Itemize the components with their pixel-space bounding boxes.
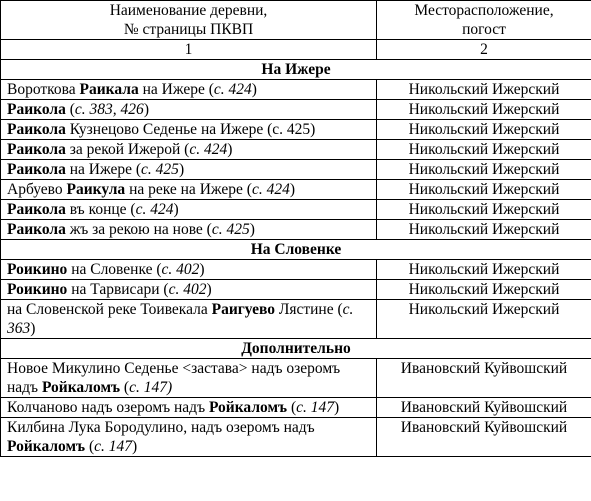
village-name: Раикола <box>7 121 66 138</box>
village-text: ( <box>120 379 130 396</box>
header-village-line1: Наименование деревни, <box>109 2 268 19</box>
location-cell: Никольский Ижерский <box>377 300 591 339</box>
page-reference: с. 424 <box>213 81 252 98</box>
location-cell: Никольский Ижерский <box>377 140 591 160</box>
location-cell: Никольский Ижерский <box>377 260 591 280</box>
village-text: на Словенской реке Тоивекала <box>7 301 212 318</box>
village-text: ( <box>65 101 75 118</box>
village-name: Ройкаломъ <box>7 438 86 455</box>
location-cell: Никольский Ижерский <box>377 200 591 220</box>
header-village-line2: № страницы ПКВП <box>123 21 254 38</box>
village-name: Раикола <box>7 161 66 178</box>
village-cell <box>1 140 377 160</box>
table-row <box>1 418 591 457</box>
village-name: Раикола <box>7 221 66 238</box>
table-row <box>1 160 591 180</box>
page-reference: с. 402 <box>168 281 207 298</box>
header-location-line1: Месторасположение, <box>414 2 554 19</box>
page-reference: с. 424 <box>189 141 228 158</box>
village-text: ) <box>30 320 36 337</box>
village-text: Килбина Лука Бородулино, надъ озеромъ надъ <box>7 419 315 436</box>
village-text: въ конце ( <box>65 201 136 218</box>
village-text: Вороткова <box>7 81 80 98</box>
village-text: на Тарвисари ( <box>67 281 169 298</box>
village-text: за рекой Ижерой ( <box>65 141 190 158</box>
table-row <box>1 120 591 140</box>
page-reference: с. 402 <box>161 261 200 278</box>
village-name: Роикино <box>7 261 68 278</box>
village-text: ) <box>227 141 233 158</box>
village-text: ) <box>251 81 257 98</box>
village-text: Новое Микулино Седенье <застава> надъ озеромъ надъ <box>7 360 341 396</box>
table-row <box>1 260 591 280</box>
village-text: ) <box>334 399 340 416</box>
section-title: На Ижере <box>1 60 591 80</box>
column-number-row <box>1 40 591 60</box>
village-text: на Ижере ( <box>65 161 142 178</box>
header-location-line2: погост <box>462 21 506 38</box>
table-row <box>1 220 591 240</box>
village-cell <box>1 280 377 300</box>
header-location-cell <box>377 1 591 40</box>
table-row <box>1 180 591 200</box>
village-text: ) <box>173 201 179 218</box>
village-cell <box>1 220 377 240</box>
section-row <box>1 240 591 260</box>
page-reference: с. 425 <box>141 161 179 178</box>
village-cell <box>1 160 377 180</box>
village-cell <box>1 80 377 100</box>
village-text: ) <box>206 281 212 298</box>
village-text: Кузнецово Седенье на Ижере (с. 425) <box>65 121 316 138</box>
village-text: Арбуево <box>7 181 67 198</box>
location-cell: Никольский Ижерский <box>377 100 591 120</box>
village-cell <box>1 180 377 200</box>
header-village-cell <box>1 1 377 40</box>
village-cell <box>1 300 377 339</box>
village-name: Раикола <box>7 101 66 118</box>
village-cell <box>1 260 377 280</box>
location-cell: Никольский Ижерский <box>377 120 591 140</box>
village-name: Раикола <box>7 141 66 158</box>
table-row <box>1 280 591 300</box>
village-cell <box>1 100 377 120</box>
village-name: Раикола <box>7 201 66 218</box>
village-text: ) <box>249 221 255 238</box>
page-reference: с. 147 <box>94 438 133 455</box>
page-reference: с. 425 <box>211 221 250 238</box>
village-name: Роикино <box>7 281 68 298</box>
village-text: ) <box>289 181 295 198</box>
section-row <box>1 60 591 80</box>
location-cell: Никольский Ижерский <box>377 180 591 200</box>
village-text: ) <box>178 161 185 178</box>
location-cell: Никольский Ижерский <box>377 160 591 180</box>
village-text: ) <box>132 438 138 455</box>
village-text: Лястине ( <box>274 301 343 318</box>
location-cell: Никольский Ижерский <box>377 220 591 240</box>
table-row <box>1 100 591 120</box>
village-text: ( <box>287 399 297 416</box>
table-row <box>1 140 591 160</box>
village-text: жъ за рекою на нове ( <box>65 221 212 238</box>
table-body <box>1 1 591 457</box>
village-name: Ройкаломъ <box>41 379 121 396</box>
page-reference: с. 383, 426 <box>74 101 144 118</box>
page-reference: с. 424 <box>135 201 174 218</box>
village-cell <box>1 200 377 220</box>
column-number-1: 1 <box>1 40 377 60</box>
table-row <box>1 300 591 339</box>
section-title: Дополнительно <box>1 339 591 359</box>
page-reference: с. 147 <box>296 399 334 416</box>
village-cell <box>1 418 377 457</box>
location-cell: Ивановский Куйвошский <box>377 359 591 398</box>
village-text: ( <box>85 438 95 455</box>
village-cell <box>1 359 377 398</box>
section-title: На Словенке <box>1 240 591 260</box>
village-text: на Ижере ( <box>138 81 214 98</box>
location-cell: Ивановский Куйвошский <box>377 398 591 418</box>
village-name: Раикала <box>79 81 139 98</box>
page-reference: с. 424 <box>251 181 290 198</box>
location-cell: Ивановский Куйвошский <box>377 418 591 457</box>
table-row <box>1 80 591 100</box>
header-row <box>1 1 591 40</box>
village-text: на Словенке ( <box>67 261 162 278</box>
village-text: ) <box>199 261 205 278</box>
section-row <box>1 339 591 359</box>
village-name: Раикула <box>66 181 126 198</box>
village-text: Колчаново надъ озеромъ надъ <box>7 399 209 416</box>
village-name: Ройкаломъ <box>208 399 288 416</box>
village-name: Раигуево <box>211 301 275 318</box>
village-text: на реке на Ижере ( <box>125 181 252 198</box>
village-cell <box>1 120 377 140</box>
table-row <box>1 200 591 220</box>
page-reference: с. 147) <box>129 379 173 396</box>
location-cell: Никольский Ижерский <box>377 80 591 100</box>
column-number-2: 2 <box>377 40 591 60</box>
table-row <box>1 359 591 398</box>
page-reference: с. 363 <box>7 301 354 337</box>
village-cell <box>1 398 377 418</box>
location-cell: Никольский Ижерский <box>377 280 591 300</box>
table-row <box>1 398 591 418</box>
village-text: ) <box>143 101 149 118</box>
